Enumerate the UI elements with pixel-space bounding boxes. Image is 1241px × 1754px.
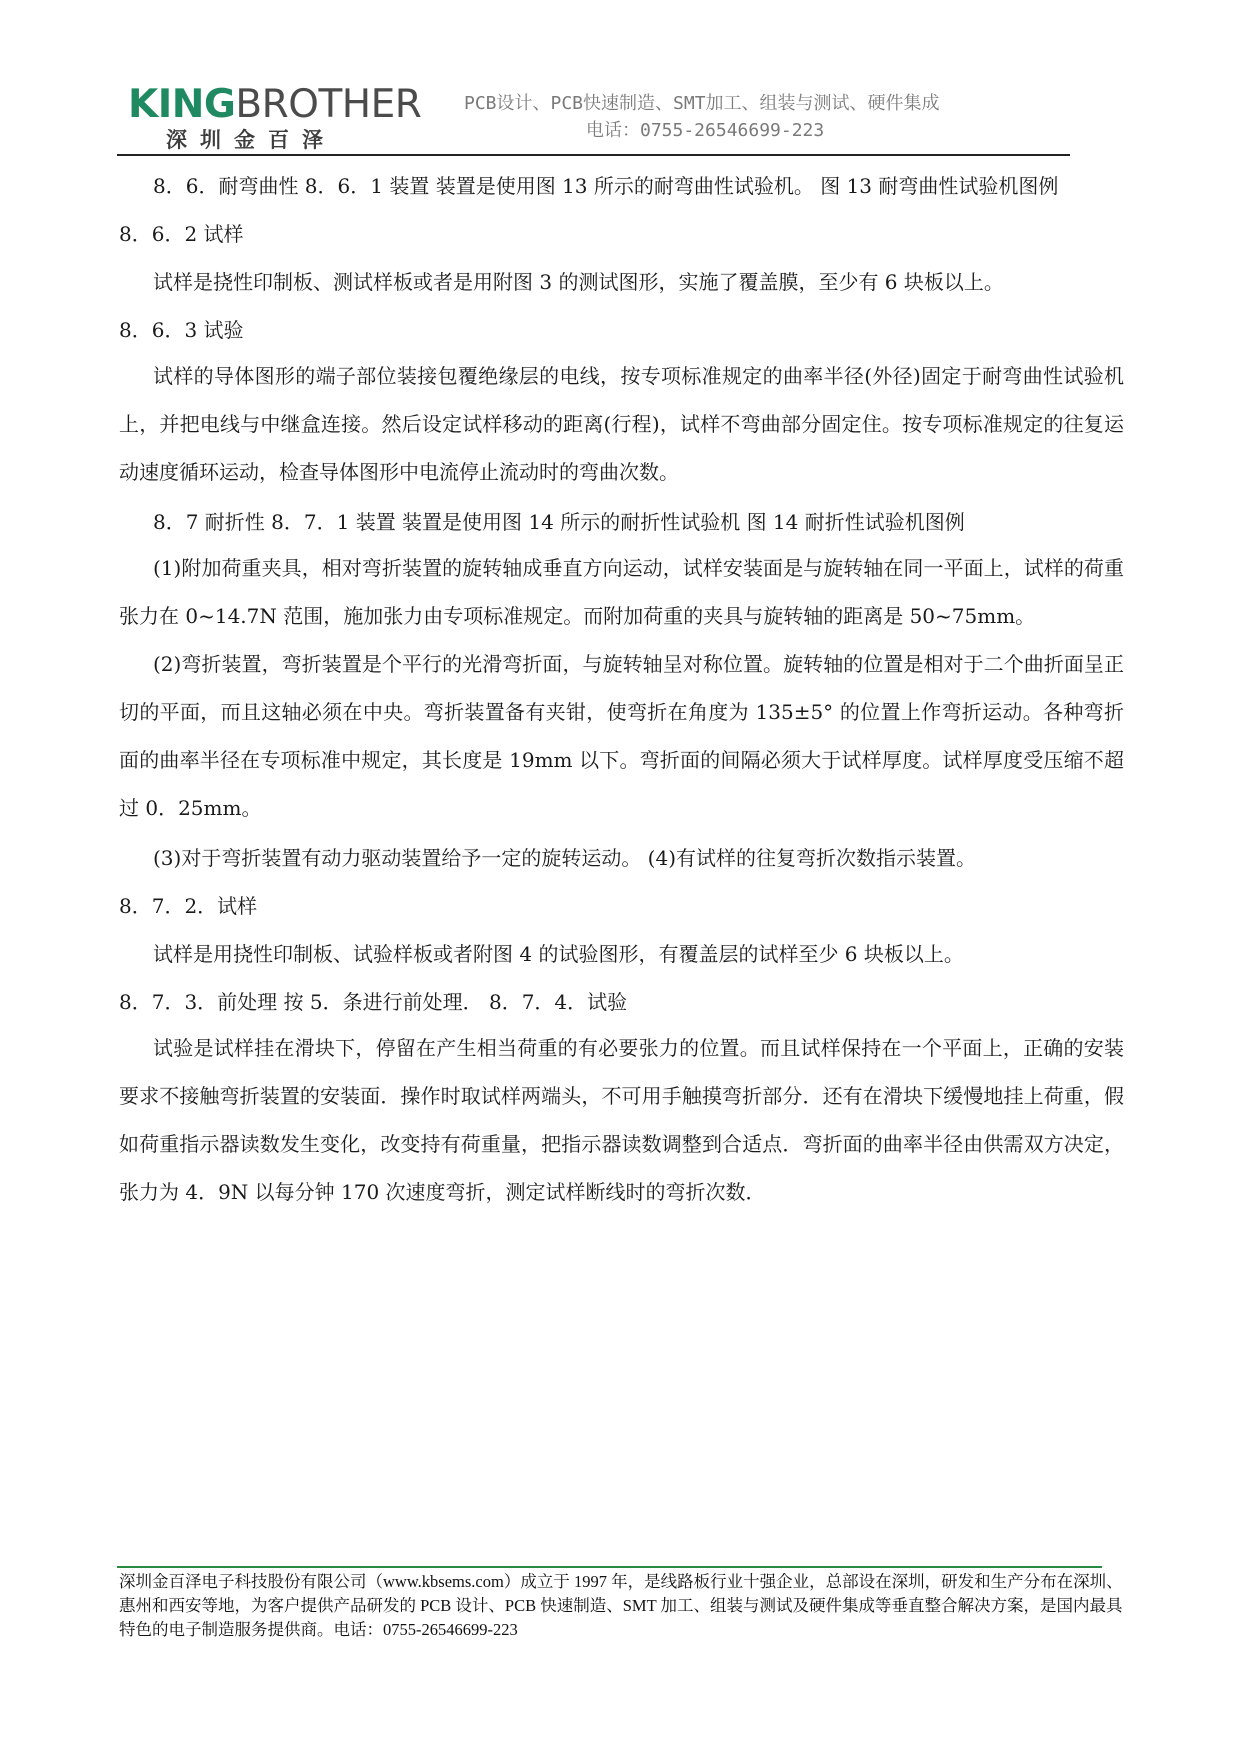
- heading-8-7-2: 8．7．2．试样: [119, 894, 258, 918]
- paragraph-8-6-2: 试样是挠性印制板、测试样板或者是用附图 3 的测试图形，实施了覆盖膜，至少有 6 块板以上。: [153, 270, 1004, 294]
- logo-wordmark: [128, 82, 421, 128]
- paragraph-8-7-1-item-2: (2)弯折装置，弯折装置是个平行的光滑弯折面，与旋转轴呈对称位置。旋转轴的位置是相对于二个曲折面呈正切的平面，而且这轴必须在中央。弯折装置备有夹钳，使弯折在角度为 135±5° 的位置上作弯折运动。各种弯折面的曲率半径在专项标准中规定，其长度是 19mm 以下。弯折面的间隔必须大于试样厚度。试样厚度受压缩不超过 0．25mm。: [119, 652, 1124, 820]
- header-phone: 电话：0755-26546699-223: [586, 120, 825, 141]
- paragraph-8-6-3: 试样的导体图形的端子部位装接包覆绝缘层的电线，按专项标准规定的曲率半径(外径)固定于耐弯曲性试验机上，并把电线与中继盒连接。然后设定试样移动的距离(行程)，试样不弯曲部分固定住。按专项标准规定的往复运动速度循环运动，检查导体图形中电流停止流动时的弯曲次数。: [119, 364, 1124, 484]
- paragraph-8-7-4: 试验是试样挂在滑块下，停留在产生相当荷重的有必要张力的位置。而且试样保持在一个平面上，正确的安装要求不接触弯折装置的安装面．操作时取试样两端头，不可用手触摸弯折部分．还有在滑块下缓慢地挂上荷重，假如荷重指示器读数发生变化，改变持有荷重量，把指示器读数调整到合适点．弯折面的曲率半径由供需双方决定，张力为 4．9N 以每分钟 170 次速度弯折，测定试样断线时的弯折次数．: [119, 1036, 1124, 1204]
- paragraph-8-6: 8．6．耐弯曲性 8．6．1 装置 装置是使用图 13 所示的耐弯曲性试验机。 图 13 耐弯曲性试验机图例: [153, 174, 1059, 198]
- footer-divider: [117, 1566, 1102, 1568]
- logo-brother-text: BROTHER: [235, 82, 422, 127]
- kingbrother-logo: [128, 82, 421, 152]
- heading-8-6-3: 8．6．3 试验: [119, 318, 244, 342]
- page-header: [0, 0, 1241, 170]
- paragraph-8-7-2: 试样是用挠性印制板、试验样板或者附图 4 的试验图形，有覆盖层的试样至少 6 块板以上。: [153, 942, 964, 966]
- header-services: PCB设计、PCB快速制造、SMT加工、组装与测试、硬件集成: [464, 93, 940, 114]
- heading-8-7-3: 8．7．3．前处理 按 5．条进行前处理． 8．7．4．试验: [119, 990, 628, 1014]
- header-divider: [117, 154, 1070, 156]
- logo-king-text: KING: [128, 82, 236, 127]
- paragraph-8-7-1-items-3-4: (3)对于弯折装置有动力驱动装置给予一定的旋转运动。 (4)有试样的往复弯折次数指示装置。: [153, 846, 977, 870]
- heading-8-6-2: 8．6．2 试样: [119, 222, 244, 246]
- paragraph-8-7: 8．7 耐折性 8．7．1 装置 装置是使用图 14 所示的耐折性试验机 图 14 耐折性试验机图例: [153, 510, 965, 534]
- footer-company-info: 深圳金百泽电子科技股份有限公司（www.kbsems.com）成立于 1997 年，是线路板行业十强企业，总部设在深圳，研发和生产分布在深圳、惠州和西安等地，为客户提供产品研发的 PCB 设计、PCB 快速制造、SMT 加工、组装与测试及硬件集成等垂直整合解决方案，是国内最具特色的电子制造服务提供商。电话：0755-26546699-223: [119, 1572, 1123, 1639]
- logo-chinese-name: 深圳金百泽: [166, 128, 336, 152]
- paragraph-8-7-1-item-1: (1)附加荷重夹具，相对弯折装置的旋转轴成垂直方向运动，试样安装面是与旋转轴在同一平面上，试样的荷重张力在 0~14.7N 范围，施加张力由专项标准规定。而附加荷重的夹具与旋转轴的距离是 50~75mm。: [119, 556, 1124, 628]
